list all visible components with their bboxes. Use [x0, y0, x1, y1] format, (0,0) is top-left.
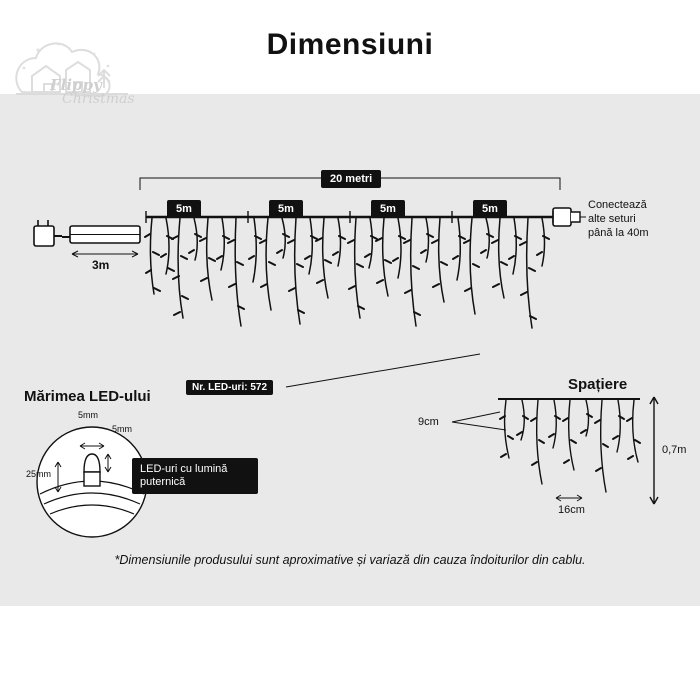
brand-name: Flippy: [50, 76, 102, 94]
spacing-horizontal-gap-label: 16cm: [558, 504, 585, 516]
spacing-graphic: [452, 397, 658, 504]
led-height-label: 5mm: [112, 424, 132, 434]
segment-label-3: 5m: [371, 200, 405, 218]
page-title: Dimensiuni: [266, 28, 434, 61]
total-length-label: 20 metri: [321, 170, 381, 188]
led-description-line-2: puternică: [140, 476, 186, 488]
spacing-heading: Spațiere: [568, 376, 628, 393]
led-bulb-size-label: 25mm: [26, 469, 52, 479]
spacing-height-label: 0,7m: [662, 444, 687, 456]
icicle-strands: [150, 218, 544, 328]
footnote: *Dimensiunile produsului sunt aproximative și variază din cauza îndoiturilor din cablu.: [114, 553, 586, 567]
lead-length-arrow: [72, 251, 138, 257]
main-diagram: [0, 91, 700, 606]
connector-note-line-2: alte seturi: [588, 213, 636, 225]
led-size-heading: Mărimea LED-ului: [24, 388, 151, 405]
segment-label-2: 5m: [269, 200, 303, 218]
power-plug-icon: [34, 220, 62, 246]
led-size-graphic: [37, 427, 147, 537]
led-width-label: 5mm: [78, 410, 98, 420]
led-description-line-1: LED-uri cu lumină: [140, 463, 228, 475]
led-description-box: [132, 458, 258, 494]
transformer-box: [70, 226, 140, 243]
led-count-label: Nr. LED-uri: 572: [186, 380, 273, 395]
connector-note-line-3: până la 40m: [588, 227, 649, 239]
end-connector-icon: [553, 208, 580, 226]
led-count-leader: [286, 354, 480, 387]
lead-cable-label: 3m: [92, 258, 110, 272]
brand-sub: Christmas: [62, 91, 135, 107]
segment-label-4: 5m: [473, 200, 507, 218]
spacing-drop-gap-label: 9cm: [418, 416, 439, 428]
connector-note-line-1: Conectează: [588, 199, 647, 211]
connector-note: [588, 198, 649, 240]
segment-label-1: 5m: [167, 200, 201, 218]
